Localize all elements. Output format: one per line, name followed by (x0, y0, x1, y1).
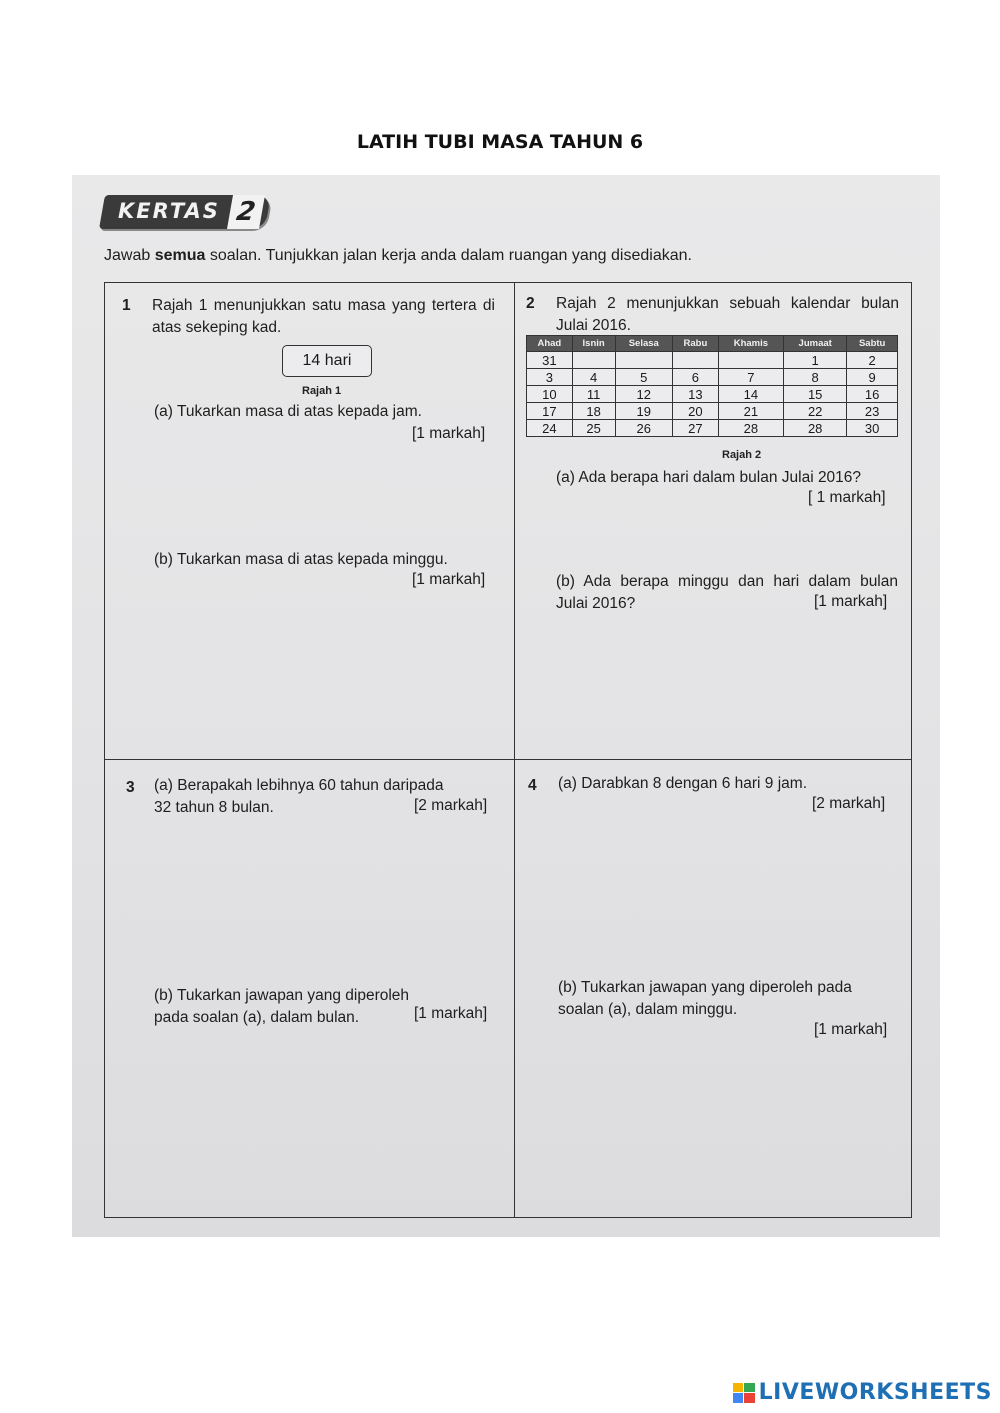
q3-part-a: (a) Berapakah lebihnya 60 tahun daripada 32 tahun 8 bulan. (154, 777, 444, 816)
calendar-cell: 31 (527, 352, 573, 369)
calendar-header: Ahad (527, 336, 573, 352)
calendar-cell: 15 (784, 386, 847, 403)
calendar-cell: 20 (673, 403, 719, 420)
calendar-table (526, 335, 898, 437)
q3-part-a-mark: [2 markah] (414, 797, 488, 814)
calendar-header: Khamis (718, 336, 783, 352)
q2-caption: Rajah 2 (722, 449, 762, 461)
q1-caption: Rajah 1 (302, 385, 342, 397)
calendar-cell: 28 (718, 420, 783, 437)
q1-part-b-mark: [1 markah] (412, 571, 486, 588)
q1-number: 1 (122, 297, 131, 314)
calendar-cell: 7 (718, 369, 783, 386)
worksheet-photo (72, 175, 940, 1237)
q2-part-b: (b) Ada berapa minggu dan hari dalam bulan Julai 2016? (556, 573, 898, 612)
calendar-cell: 21 (718, 403, 783, 420)
footer-brand-text: LIVEWORKSHEETS (758, 1380, 992, 1405)
kertas-badge-number: 2 (227, 195, 265, 229)
calendar-header-row (527, 336, 898, 352)
q2-stem: Rajah 2 menunjukkan sebuah kalendar bulan Julai 2016. (556, 295, 899, 334)
calendar-cell: 14 (718, 386, 783, 403)
q2-part-b-mark: [1 markah] (814, 593, 888, 610)
q3-number: 3 (126, 779, 135, 796)
calendar-cell: 5 (615, 369, 673, 386)
calendar-cell: 3 (527, 369, 573, 386)
calendar-cell: 4 (572, 369, 615, 386)
q1-part-b: (b) Tukarkan masa di atas kepada minggu. (154, 551, 448, 568)
q3-part-b: (b) Tukarkan jawapan yang diperoleh pada soalan (a), dalam bulan. (154, 987, 410, 1026)
calendar-row (527, 386, 898, 403)
q1-part-a-mark: [1 markah] (412, 425, 486, 442)
q4-part-b: (b) Tukarkan jawapan yang diperoleh pada soalan (a), dalam minggu. (558, 979, 852, 1018)
calendar-cell: 30 (847, 420, 898, 437)
calendar-header: Selasa (615, 336, 673, 352)
page-title: LATIH TUBI MASA TAHUN 6 (356, 131, 644, 153)
calendar-cell: 19 (615, 403, 673, 420)
calendar-row (527, 369, 898, 386)
kertas-badge-label: KERTAS (118, 199, 220, 223)
calendar-header: Rabu (673, 336, 719, 352)
calendar-cell: 16 (847, 386, 898, 403)
liveworksheets-logo-icon (733, 1383, 755, 1403)
calendar-row (527, 420, 898, 437)
calendar-cell: 18 (572, 403, 615, 420)
q1-stem: Rajah 1 menunjukkan satu masa yang tertera di atas sekeping kad. (152, 297, 495, 336)
q4-number: 4 (528, 777, 537, 794)
q1-card: 14 hari (282, 345, 372, 377)
calendar-cell (718, 352, 783, 369)
q4-part-b-mark: [1 markah] (814, 1021, 888, 1038)
calendar-cell: 22 (784, 403, 847, 420)
calendar-row (527, 403, 898, 420)
calendar-cell: 11 (572, 386, 615, 403)
calendar-cell: 6 (673, 369, 719, 386)
q3-part-b-mark: [1 markah] (414, 1005, 488, 1022)
calendar-cell: 27 (673, 420, 719, 437)
calendar-cell: 13 (673, 386, 719, 403)
calendar-cell: 12 (615, 386, 673, 403)
q2-part-a: (a) Ada berapa hari dalam bulan Julai 2016? (556, 469, 862, 486)
q4-part-a: (a) Darabkan 8 dengan 6 hari 9 jam. (558, 775, 808, 792)
instruction: Jawab semua soalan. Tunjukkan jalan kerja anda dalam ruangan yang disediakan. (104, 247, 692, 264)
calendar-cell (572, 352, 615, 369)
calendar-cell: 8 (784, 369, 847, 386)
q2-number: 2 (526, 295, 535, 312)
calendar-cell: 17 (527, 403, 573, 420)
calendar-cell (615, 352, 673, 369)
calendar-cell: 25 (572, 420, 615, 437)
calendar-cell: 26 (615, 420, 673, 437)
grid-divider-vertical (514, 282, 515, 1218)
calendar-cell: 10 (527, 386, 573, 403)
calendar-cell: 24 (527, 420, 573, 437)
calendar-row (527, 352, 898, 369)
calendar-header: Isnin (572, 336, 615, 352)
calendar-cell: 1 (784, 352, 847, 369)
q1-part-a: (a) Tukarkan masa di atas kepada jam. (154, 403, 422, 420)
calendar-cell (673, 352, 719, 369)
calendar-cell: 28 (784, 420, 847, 437)
calendar-cell: 23 (847, 403, 898, 420)
calendar-header: Jumaat (784, 336, 847, 352)
grid-divider-horizontal (104, 759, 912, 760)
q2-part-a-mark: [ 1 markah] (808, 489, 886, 506)
calendar-header: Sabtu (847, 336, 898, 352)
calendar-cell: 9 (847, 369, 898, 386)
calendar-cell: 2 (847, 352, 898, 369)
footer-brand (733, 1380, 992, 1405)
q4-part-a-mark: [2 markah] (812, 795, 886, 812)
